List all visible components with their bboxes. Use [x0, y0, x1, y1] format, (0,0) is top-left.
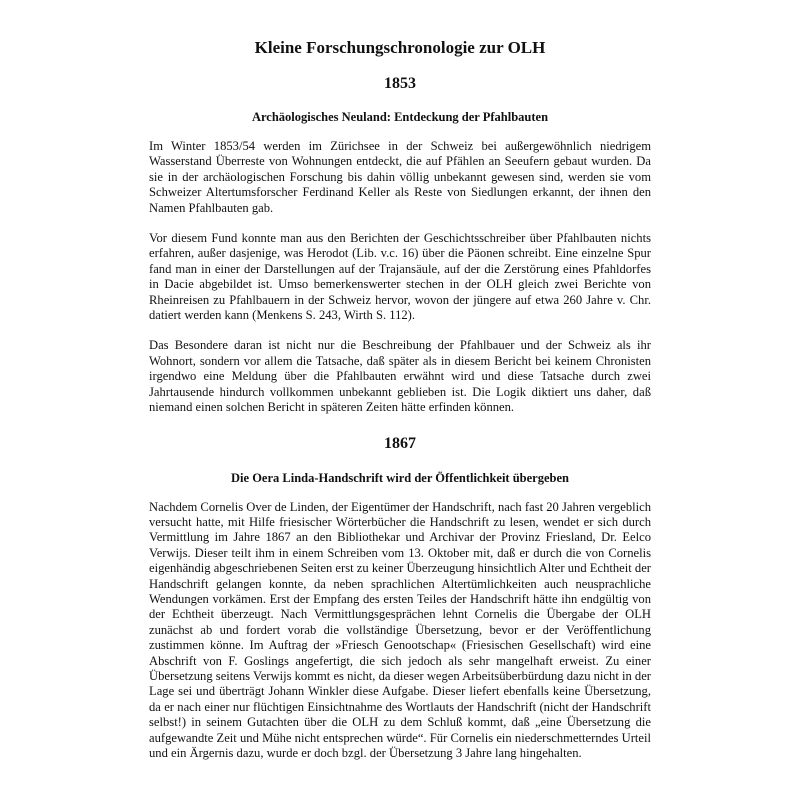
document-title: Kleine Forschungschronologie zur OLH — [254, 38, 546, 57]
section-year-1867: 1867 — [384, 434, 416, 452]
paragraph: Nachdem Cornelis Over de Linden, der Eigentümer der Handschrift, nach fast 20 Jahren vergeblich versucht hatte, mit Hilfe friesischer Wörterbücher die Handschrift zu lesen, wendet er sich durch Vermittlung im Jahre 1867 an den Bibliothekar und Archivar der Provinz Friesland, Dr. Eelco Verwijs. Dieser teilt ihm in einem Schreiben vom 13. Oktober mit, daß er durch die von Cornelis eigenhändig abgeschriebenen Seiten erst zu keiner Überzeugung hinsichtlich Alter und Echtheit der Handschrift gelangen konnte, da neben sprachlichen Altertümlichkeiten auch neusprachliche Wendungen vorkämen. Erst der Empfang des ersten Teiles der Handschrift hätte ihn endgültig von der Echtheit überzeugt. Nach Vermittlungsgesprächen lehnt Cornelis die Übergabe der OLH zunächst ab und fordert vorab die vollständige Übersetzung, bevor er der Veröffentlichung zustimmen könne. Im Auftrag der »Friesch Genootschap« (Friesischen Gesellschaft) wird eine Abschrift von F. Goslings angefertigt, die sich jedoch als sehr mangelhaft erweist. Zu einer Übersetzung seitens Verwijs kommt es nicht, da dieser wegen Arbeitsüberbürdung dazu nicht in der Lage sei und überträgt Johann Winkler diese Aufgabe. Dieser liefert ebenfalls keine Übersetzung, da er nach einer nur flüchtigen Einsichtnahme des Wortlauts der Handschrift (nicht der Handschrift selbst!) in seinem Gutachten über die OLH zu dem Schluß kommt, daß „eine Übersetzung die aufgewandte Zeit und Mühe nicht entsprechen würde“. Für Cornelis ein niederschmetterndes Urteil und ein Ärgernis dazu, wurde er doch bzgl. der Übersetzung 3 Jahre lang hingehalten. — [149, 499, 651, 760]
section-heading-pfahlbauten: Archäologisches Neuland: Entdeckung der Pfahlbauten — [251, 110, 549, 124]
section-year-1853: 1853 — [384, 75, 416, 92]
paragraph: Im Winter 1853/54 werden im Zürichsee in der Schweiz bei außergewöhnlich niedrigem Wasserstand Überreste von Wohnungen entdeckt, die auf Pfählen an Seeufern gebaut wurden. Da sie in der archäologischen Forschung bis dahin völlig unbekannt gewesen sind, werden sie vom Schweizer Altertumsforscher Ferdinand Keller als Reste von Siedlungen erkannt, der ihnen den Namen Pfahlbauten gab. — [149, 139, 651, 215]
document-page — [149, 30, 651, 761]
paragraph: Vor diesem Fund konnte man aus den Berichten der Geschichtsschreiber über Pfahlbauten nichts erfahren, außer dasjenige, was Herodot (Lib. v.c. 16) über die Päonen schreibt. Eine einzelne Spur fand man in einer der Darstellungen auf der Trajansäule, auf der die Zerstörung eines Pfahldorfes in Dacie abgebildet ist. Umso bemerkenswerter stechen in der OLH gleich zwei Berichte von Rheinreisen zu Pfahlbauern in der Schweiz hervor, wovon der jüngere auf etwa 260 Jahre v. Chr. datiert werden kann (Menkens S. 243, Wirth S. 112). — [149, 231, 651, 323]
section-heading-handschrift: Die Oera Linda-Handschrift wird der Öffentlichkeit übergeben — [231, 470, 569, 485]
paragraph: Das Besondere daran ist nicht nur die Beschreibung der Pfahlbauer und der Schweiz als ihr Wohnort, sondern vor allem die Tatsache, daß später als in diesem Bericht bei keinem Chronisten irgendwo eine Meldung über die Pfahlbauten erwähnt wird und diese Tatsache durch zwei Jahrtausende hindurch vollkommen unbekannt geblieben ist. Die Logik diktiert uns daher, daß niemand einen solchen Bericht in späteren Zeiten hätte erfinden können. — [149, 338, 651, 415]
